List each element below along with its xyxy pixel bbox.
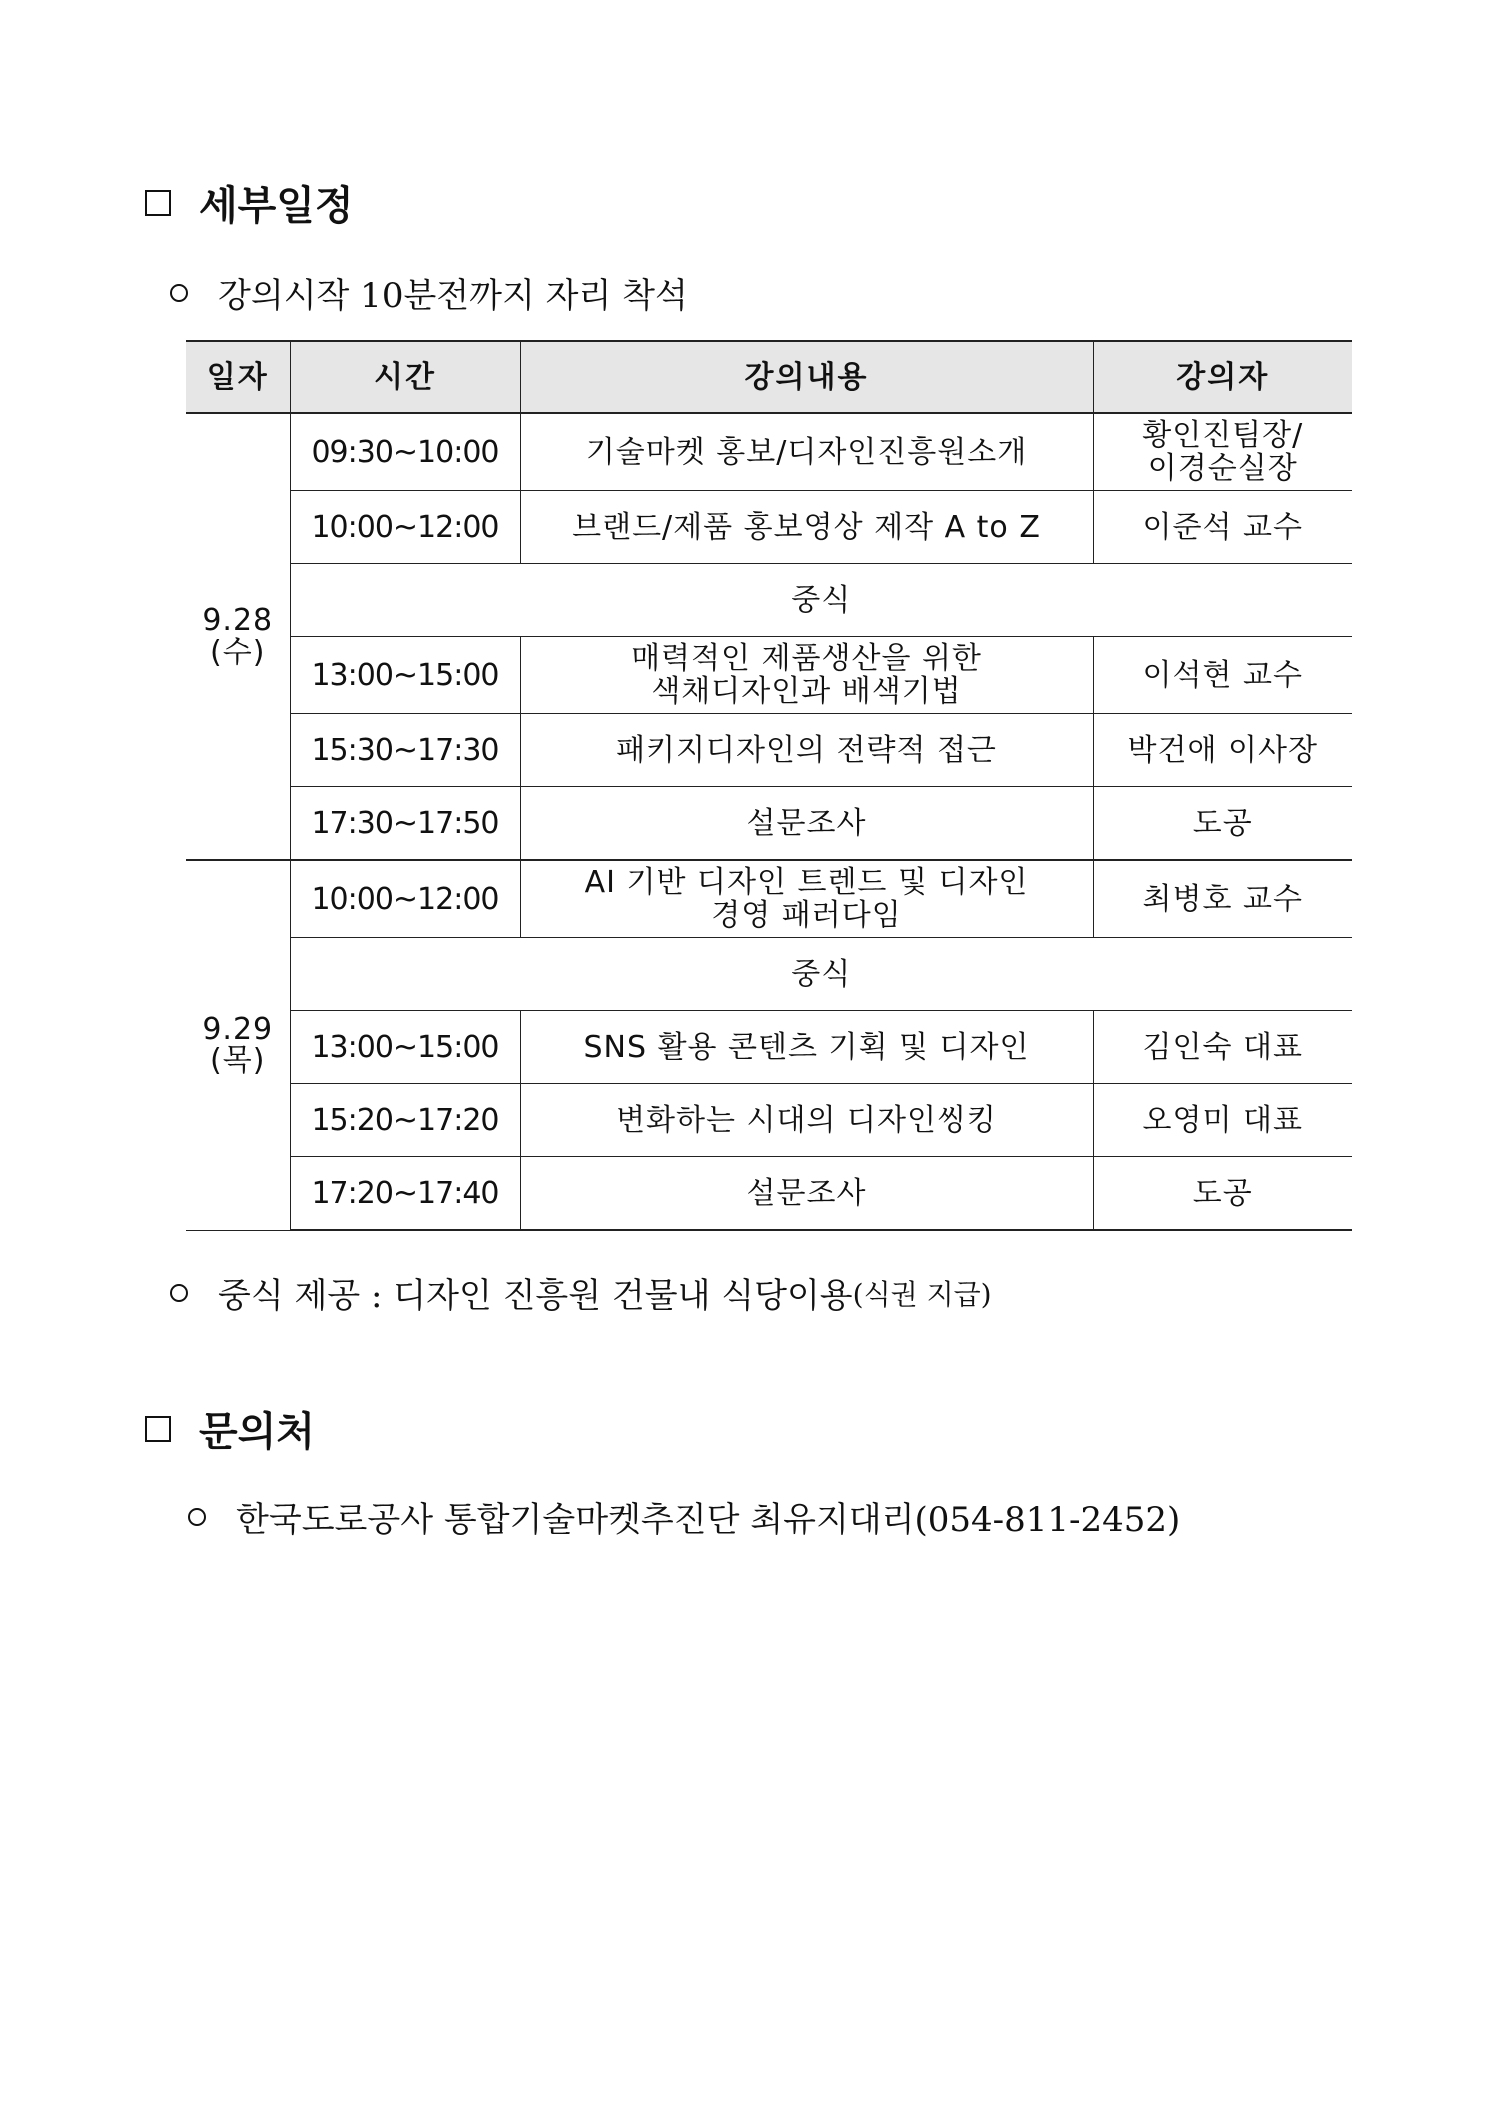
time-cell: 09:30~10:00 — [290, 413, 520, 491]
weekday-label: (목) — [210, 1043, 266, 1079]
table-row-lunch — [186, 938, 1352, 1011]
content-cell — [520, 491, 1093, 564]
content-cell — [520, 787, 1093, 861]
header-time: 시간 — [290, 341, 520, 413]
table-row — [186, 1084, 1352, 1157]
lunch-note-text: 중식 제공 : 디자인 진흥원 건물내 식당이용 — [218, 1276, 853, 1316]
speaker-line: 이경순실장 — [1147, 451, 1298, 486]
header-content: 강의내용 — [520, 341, 1093, 413]
content-line: 색채디자인과 배색기법 — [651, 674, 962, 709]
time-cell: 13:00~15:00 — [290, 637, 520, 714]
speaker-cell: 이준석 교수 — [1093, 491, 1352, 564]
contact-text: 한국도로공사 통합기술마켓추진단 최유지대리(054-811-2452) — [236, 1500, 1181, 1540]
arrival-note-text: 강의시작 10분전까지 자리 착석 — [218, 276, 688, 316]
arrival-note — [170, 268, 688, 317]
content-line: 설문조사 — [746, 805, 867, 841]
content-line: AI 기반 디자인 트렌드 및 디자인 — [584, 865, 1029, 900]
content-line: 기술마켓 홍보/디자인진흥원소개 — [585, 434, 1028, 470]
table-row — [186, 491, 1352, 564]
section-title: 문의처 — [199, 1409, 315, 1455]
content-cell — [520, 714, 1093, 787]
speaker-cell: 김인숙 대표 — [1093, 1011, 1352, 1084]
table-row-lunch — [186, 564, 1352, 637]
time-cell: 15:30~17:30 — [290, 714, 520, 787]
schedule-table — [186, 340, 1352, 1231]
date-label: 9.28 — [202, 603, 274, 638]
content-cell — [520, 1084, 1093, 1157]
content-line: 매력적인 제품생산을 위한 — [631, 641, 982, 676]
table-row — [186, 787, 1352, 861]
header-speaker: 강의자 — [1093, 341, 1352, 413]
section-heading-contact — [145, 1400, 315, 1457]
section-title: 세부일정 — [199, 183, 354, 229]
time-cell: 10:00~12:00 — [290, 491, 520, 564]
table-header-row — [186, 341, 1352, 413]
content-cell — [520, 1157, 1093, 1231]
checkbox-square-icon — [145, 190, 171, 216]
date-cell — [186, 860, 290, 1230]
speaker-line: 황인진팀장/ — [1142, 418, 1304, 453]
bullet-circle-icon — [170, 1284, 188, 1302]
checkbox-square-icon — [145, 1416, 171, 1442]
content-line: 설문조사 — [746, 1175, 867, 1211]
content-line: 변화하는 시대의 디자인씽킹 — [616, 1102, 997, 1138]
speaker-cell: 도공 — [1093, 787, 1352, 861]
speaker-cell: 도공 — [1093, 1157, 1352, 1231]
time-cell: 15:20~17:20 — [290, 1084, 520, 1157]
time-cell: 10:00~12:00 — [290, 860, 520, 938]
speaker-cell: 오영미 대표 — [1093, 1084, 1352, 1157]
time-cell: 13:00~15:00 — [290, 1011, 520, 1084]
content-cell — [520, 413, 1093, 491]
date-cell — [186, 413, 290, 860]
weekday-label: (수) — [210, 634, 266, 670]
time-cell: 17:30~17:50 — [290, 787, 520, 861]
speaker-cell: 이석현 교수 — [1093, 637, 1352, 714]
date-label: 9.29 — [202, 1011, 274, 1047]
lunch-cell: 중식 — [290, 938, 1352, 1011]
table-row — [186, 1157, 1352, 1231]
table-row — [186, 637, 1352, 714]
bullet-circle-icon — [188, 1508, 206, 1526]
content-line: 경영 패러다임 — [711, 898, 902, 933]
speaker-cell — [1093, 413, 1352, 491]
content-line: SNS 활용 콘텐츠 기획 및 디자인 — [583, 1029, 1030, 1065]
speaker-cell: 박건애 이사장 — [1093, 714, 1352, 787]
contact-line — [188, 1492, 1180, 1541]
section-heading-schedule — [145, 174, 354, 231]
table-row — [186, 1011, 1352, 1084]
time-cell: 17:20~17:40 — [290, 1157, 520, 1231]
table-row — [186, 714, 1352, 787]
header-date: 일자 — [186, 341, 290, 413]
speaker-cell: 최병호 교수 — [1093, 860, 1352, 938]
lunch-note-small: (식권 지급) — [852, 1277, 992, 1311]
lunch-note — [170, 1268, 992, 1317]
content-cell — [520, 860, 1093, 938]
bullet-circle-icon — [170, 284, 188, 302]
content-line: 브랜드/제품 홍보영상 제작 A to Z — [572, 509, 1041, 545]
content-cell — [520, 1011, 1093, 1084]
lunch-cell: 중식 — [290, 564, 1352, 637]
table-row — [186, 860, 1352, 938]
content-cell — [520, 637, 1093, 714]
table-row — [186, 413, 1352, 491]
content-line: 패키지디자인의 전략적 접근 — [616, 732, 997, 768]
